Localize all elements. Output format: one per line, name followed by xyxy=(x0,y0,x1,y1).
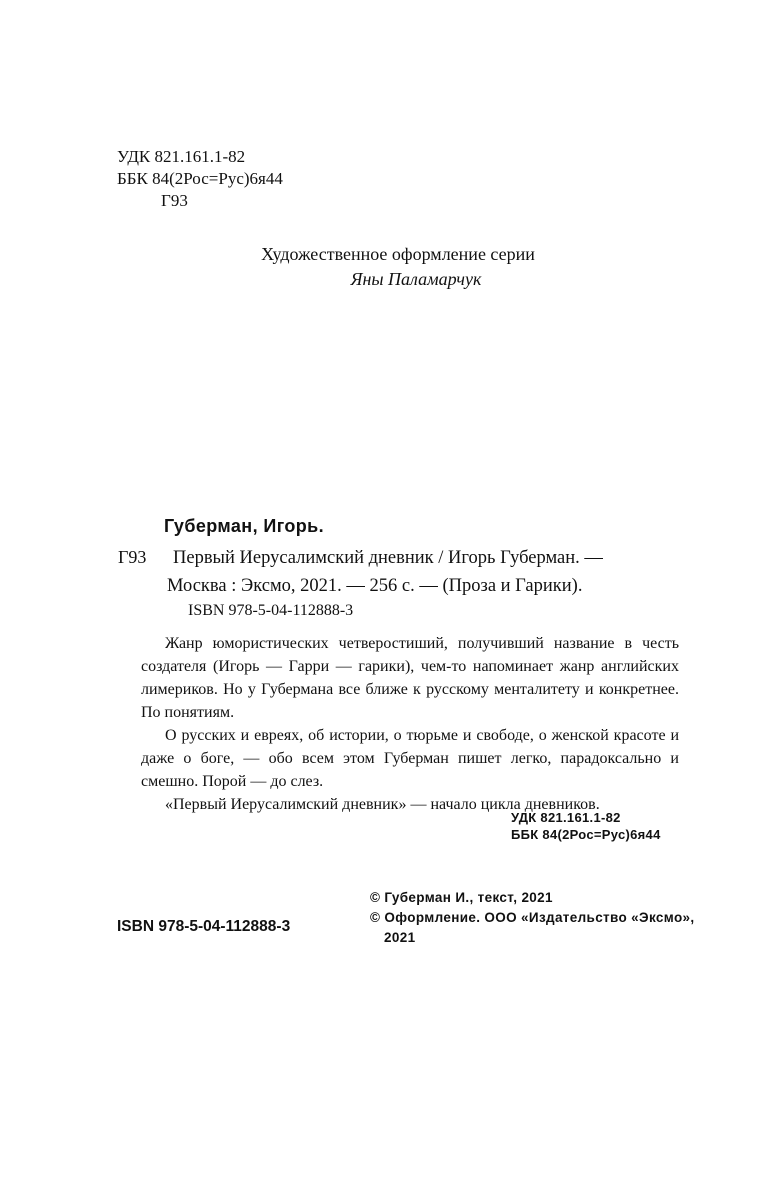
annotation-paragraph: О русских и евреях, об истории, о тюрьме и свободе, о женской красоте и даже о боге, — обо всем этом Губерман пишет легко, парадоксально и смешно. Порой — до слез. xyxy=(141,727,679,790)
annotation-paragraph: Жанр юмористических четверостиший, получивший название в честь создателя (Игорь — Гарри — гарики), чем-то напоминает жанр английских лимериков. Но у Губермана все ближе к русскому менталитету и конкретнее. По понятиям. xyxy=(141,635,679,721)
annotation xyxy=(141,632,679,816)
catalog-isbn: ISBN 978-5-04-112888-3 xyxy=(188,602,354,619)
classification-block-bottom xyxy=(511,809,661,843)
bbk-code-bottom: ББК 84(2Рос=Рус)6я44 xyxy=(511,827,661,842)
classification-block-top xyxy=(117,146,283,212)
series-design-credits xyxy=(0,242,768,292)
copyright-design-year: 2021 xyxy=(384,930,416,945)
catalog-author: Губерман, Игорь. xyxy=(164,516,325,536)
cutter-code-top: Г93 xyxy=(161,191,188,210)
catalog-title-line-1: Первый Иерусалимский дневник / Игорь Губерман. — xyxy=(173,548,603,568)
bbk-code: ББК 84(2Рос=Рус)6я44 xyxy=(117,169,283,188)
designer-name: Яны Паламарчук xyxy=(350,269,482,289)
series-design-label: Художественное оформление серии xyxy=(261,244,535,264)
udk-code-bottom: УДК 821.161.1-82 xyxy=(511,810,621,825)
catalog-title-line-2: Москва : Эксмо, 2021. — 256 с. — (Проза и Гарики). xyxy=(167,576,583,596)
isbn-bottom: ISBN 978-5-04-112888-3 xyxy=(117,918,291,935)
catalog-bibliographic-record xyxy=(167,544,667,600)
annotation-paragraph: «Первый Иерусалимский дневник» — начало цикла дневников. xyxy=(165,796,600,813)
copyright-text: © Губерман И., текст, 2021 xyxy=(370,890,553,905)
udk-code: УДК 821.161.1-82 xyxy=(117,147,246,166)
catalog-cutter-code: Г93 xyxy=(118,547,147,567)
copyright-block xyxy=(370,888,695,948)
copyright-design: © Оформление. ООО «Издательство «Эксмо», xyxy=(370,910,695,925)
